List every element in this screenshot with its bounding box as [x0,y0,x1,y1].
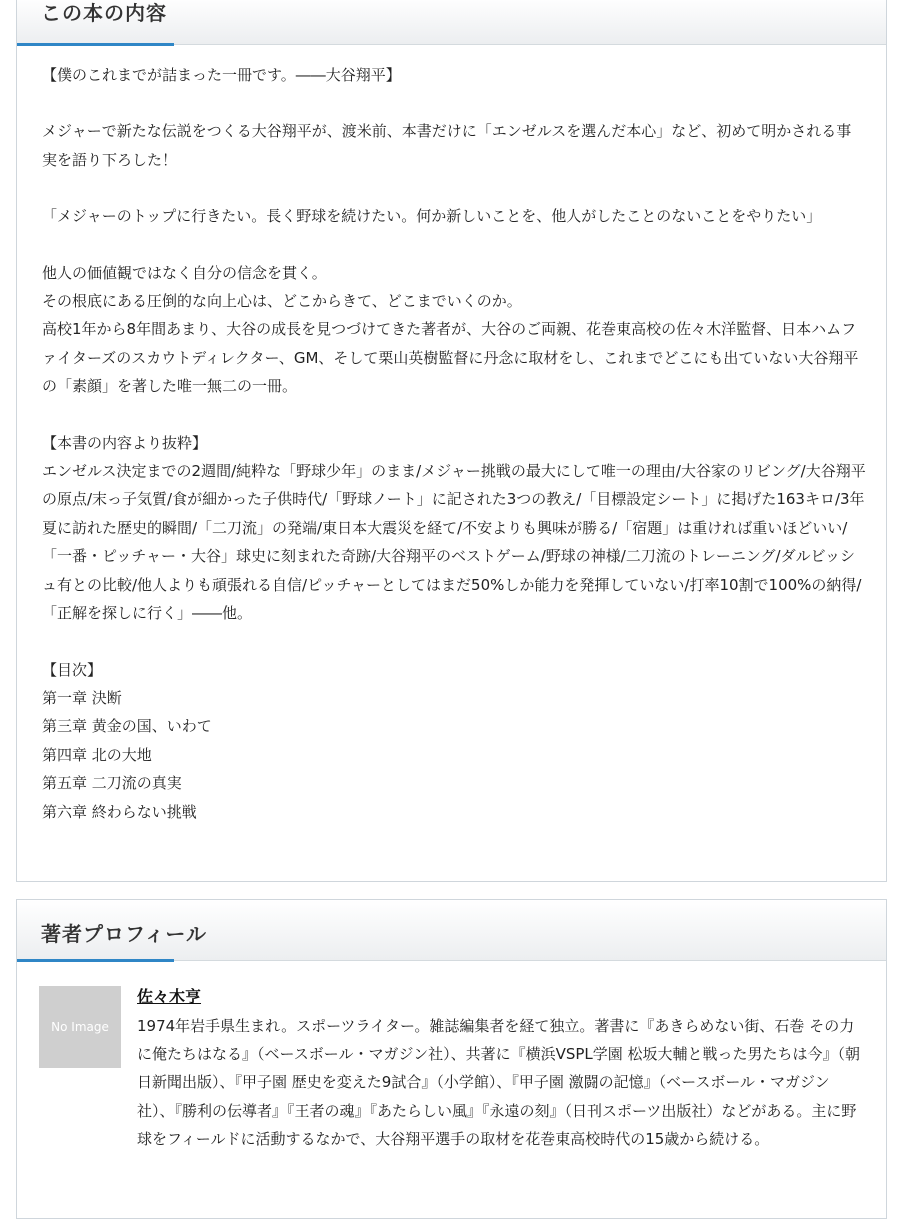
author-photo-placeholder: No Image [39,986,121,1068]
toc-item: 第五章 二刀流の真実 [42,774,182,793]
toc-item: 第四章 北の大地 [42,745,152,764]
excerpt-text: エンゼルス決定までの2週間/純粋な「野球少年」のまま/メジャー挑戦の最大にして唯一の理由/大谷家のリビング/大谷翔平の原点/末っ子気質/食が細かった子供時代/「野球ノート」に記された3つの教え/「目標設定シート」に掲げた163キロ/3年夏に訪れた歴史的瞬間/「二刀流」の発端/東日本大震災を経て/不安よりも興味が勝る/「宿題」は重ければ重いほどいい/「一番・ピッチャー・大谷」球史に刻まれた奇跡/大谷翔平のベストゲーム/野球の神様/二刀流のトレーニング/ダルビッシュ有との比較/他人よりも頑張れる自信/ピッチャーとしてはまだ50%しか能力を発揮していない/打率10割で100%の納得/「正解を探しに行く」――他。 [42,462,866,623]
contents-title: この本の内容 [41,1,167,25]
body-line-2: その根底にある圧倒的な向上心は、どこからきて、どこまでいくのか。 [42,292,522,311]
body-line-1: 他人の価値観ではなく自分の信念を貫く。 [42,263,327,282]
toc-item: 第六章 終わらない挑戦 [42,802,197,821]
author-bio: 1974年岩手県生まれ。スポーツライター。雑誌編集者を経て独立。著書に『あきらめない街、石巻 その力に俺たちはなる』（ベースボール・マガジン社）、共著に『横浜VSPL学園 松坂大輔と戦った男たちは今』（朝日新聞出版）、『甲子園 歴史を変えた9試合』（小学館）、『甲子園 激闘の記憶』（ベースボール・マガジン社）、『勝利の伝導者』『王者の魂』『あたらしい風』『永遠の刻』（日刊スポーツ出版社）などがある。主に野球をフィールドに活動するなかで、大谷翔平選手の取材を花巻東高校時代の15歳から続ける。 [137,1017,861,1148]
author-profile-panel [16,899,887,1219]
author-section-title: 著者プロフィール [41,922,207,946]
author-quote: 【僕のこれまでが詰まった一冊です。――大谷翔平】 [42,66,401,84]
header-accent-bar [17,43,174,46]
intro-text: メジャーで新たな伝説をつくる大谷翔平が、渡米前、本書だけに「エンゼルスを選んだ本心」など、初めて明かされる事実を語り下ろした！ [42,122,852,169]
excerpt-heading: 【本書の内容より抜粋】 [42,433,208,452]
book-contents-panel [16,0,887,882]
header-accent-bar [17,959,174,962]
contents-header [17,0,886,45]
body-line-3: 高校1年から8年間あまり、大谷の成長を見つづけてきた著者が、大谷のご両親、花巻東高校の佐々木洋監督、日本ハムファイターズのスカウトディレクター、GM、そして栗山英樹監督に丹念に取材をし、これまでどこにも出ていない大谷翔平の「素顔」を著した唯一無二の一冊。 [42,320,859,396]
toc-heading: 【目次】 [42,660,103,679]
author-text-block [137,984,866,1153]
toc-item: 第一章 決断 [42,688,122,707]
quote-text: 「メジャーのトップに行きたい。長く野球を続けたい。何か新しいことを、他人がしたことのないことをやりたい」 [42,207,822,226]
contents-body [42,61,866,826]
author-header [17,900,886,961]
author-name-link[interactable]: 佐々木亨 [137,987,202,1006]
toc-item: 第三章 黄金の国、いわて [42,717,212,736]
